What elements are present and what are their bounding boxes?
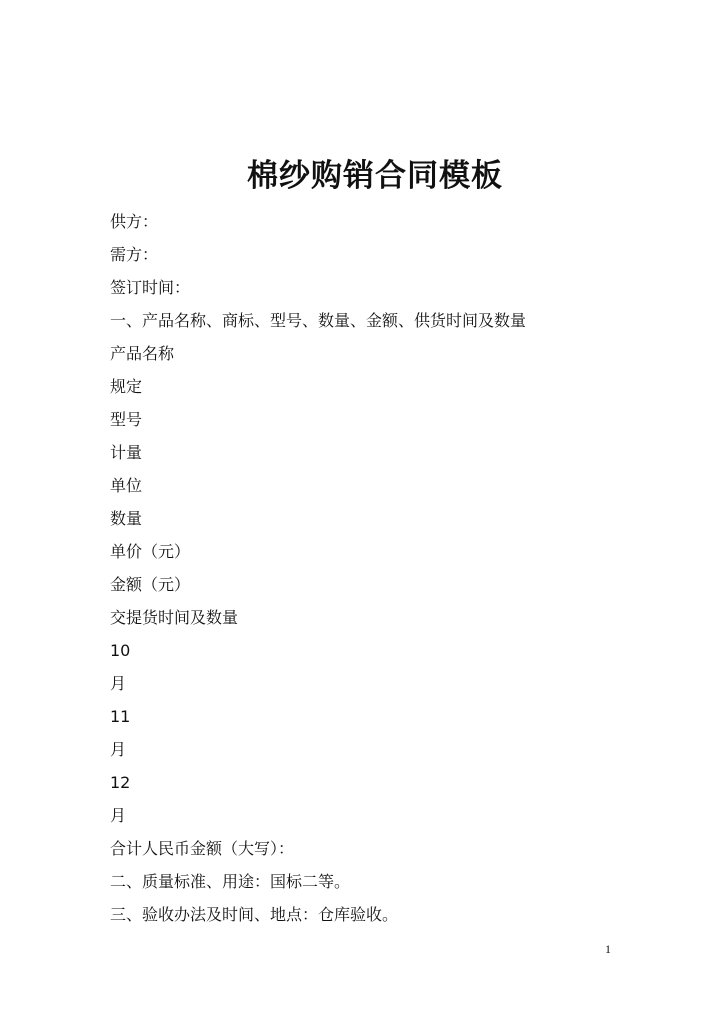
text-line: 月: [110, 740, 127, 759]
text-line: 三、验收办法及时间、地点：仓库验收。: [110, 905, 399, 924]
document-title: 棉纱购销合同模板: [247, 158, 503, 194]
text-line: 二、质量标准、用途：国标二等。: [110, 872, 351, 891]
text-line: 型号: [110, 410, 143, 429]
document-body: [110, 211, 526, 937]
text-line: 12: [110, 773, 131, 792]
page-number: 1: [605, 942, 611, 956]
text-line: 需方：: [110, 245, 159, 264]
text-line: 一、产品名称、商标、型号、数量、金额、供货时间及数量: [110, 311, 527, 330]
text-line: 单价（元）: [110, 542, 191, 561]
text-line: 单位: [110, 476, 143, 495]
text-line: 规定: [110, 377, 143, 396]
text-line: 月: [110, 806, 127, 825]
text-line: 供方：: [110, 212, 159, 231]
text-line: 签订时间：: [110, 278, 191, 297]
text-line: 数量: [110, 509, 143, 528]
text-line: 月: [110, 674, 127, 693]
text-line: 10: [110, 641, 131, 660]
text-line: 11: [110, 707, 131, 726]
text-line: 计量: [110, 443, 143, 462]
text-line: 交提货时间及数量: [110, 608, 239, 627]
text-line: 金额（元）: [110, 575, 191, 594]
text-line: 产品名称: [110, 344, 175, 363]
text-line: 合计人民币金额（大写）：: [110, 839, 295, 858]
